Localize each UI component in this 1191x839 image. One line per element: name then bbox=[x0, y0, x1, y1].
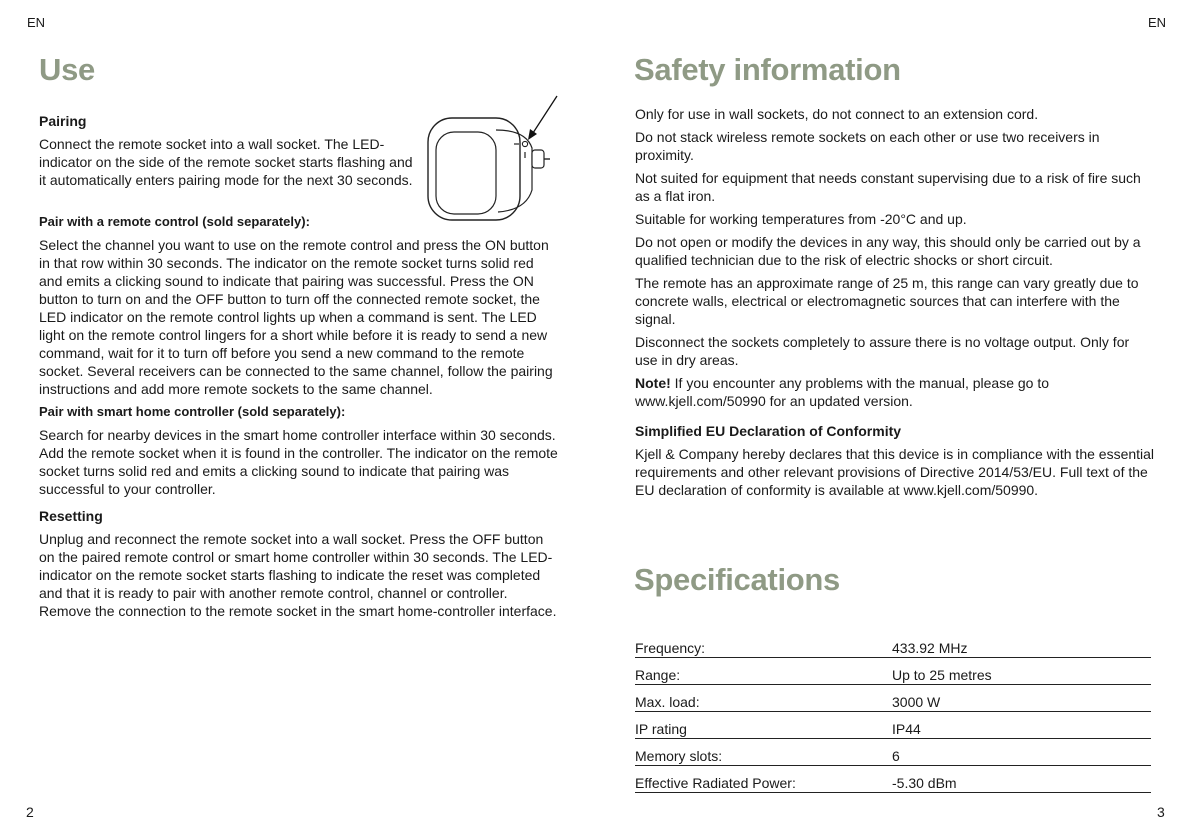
resetting-text: Unplug and reconnect the remote socket into a wall socket. Press the OFF button on the paired remote control or smart home controller within 30 seconds. The LED-indicator on the remote socket starts flashing to indicate the reset was completed and that it is ready to pair with another remote control, channel or controller. Remove the connection to the remote socket in the smart home-controller interface. bbox=[39, 531, 557, 619]
spec-label: Max. load: bbox=[635, 685, 892, 712]
page-number-left: 2 bbox=[26, 804, 34, 820]
table-row bbox=[635, 658, 1151, 685]
safety-title: Safety information bbox=[634, 52, 901, 87]
note-paragraph bbox=[635, 374, 1155, 410]
specifications-table bbox=[635, 631, 1151, 793]
safety-item: Disconnect the sockets completely to assure there is no voltage output. Only for use in dry areas. bbox=[635, 334, 1130, 368]
spec-label: Memory slots: bbox=[635, 739, 892, 766]
table-row bbox=[635, 712, 1151, 739]
safety-item: Do not open or modify the devices in any way, this should only be carried out by a qualified technician due to the risk of electric shocks or short circuit. bbox=[635, 234, 1141, 268]
spec-label: Effective Radiated Power: bbox=[635, 766, 892, 793]
note-label: Note! bbox=[635, 375, 671, 391]
eu-declaration-heading: Simplified EU Declaration of Conformity bbox=[635, 423, 902, 439]
pairing-heading: Pairing bbox=[39, 113, 87, 129]
table-row bbox=[635, 685, 1151, 712]
remote-pairing-heading: Pair with a remote control (sold separately): bbox=[39, 214, 310, 229]
spec-label: Range: bbox=[635, 658, 892, 685]
spec-value: -5.30 dBm bbox=[892, 766, 1151, 793]
spec-value: 6 bbox=[892, 739, 1151, 766]
table-row bbox=[635, 766, 1151, 793]
safety-item: Not suited for equipment that needs constant supervising due to a risk of fire such as a flat iron. bbox=[635, 170, 1141, 204]
table-row bbox=[635, 631, 1151, 658]
remote-socket-illustration bbox=[418, 94, 560, 226]
table-row bbox=[635, 739, 1151, 766]
remote-pairing-text: Select the channel you want to use on the remote control and press the ON button in that row within 30 seconds. The indicator on the remote socket turns solid red and emits a clicking sound to indicate that pairing was successful. Press the ON button to turn on and the OFF button to turn off the connected remote socket, the LED indicator on the remote control lights up when a command is sent. The LED light on the remote control lingers for a short while before it is ready to send a new command, wait for it to turn off before you send a new command to the remote socket. Several receivers can be connected to the same channel, follow the pairing instructions and add more remote sockets to the same channel. bbox=[39, 237, 553, 397]
specifications-title: Specifications bbox=[634, 562, 840, 597]
language-label-left: EN bbox=[27, 15, 46, 30]
spec-value: Up to 25 metres bbox=[892, 658, 1151, 685]
led-pointer-arrow-line bbox=[531, 96, 557, 136]
socket-plug bbox=[532, 150, 544, 168]
spec-value: 433.92 MHz bbox=[892, 631, 1151, 658]
spec-label: IP rating bbox=[635, 712, 892, 739]
smart-home-pairing-heading: Pair with smart home controller (sold separately): bbox=[39, 404, 346, 419]
language-label-right: EN bbox=[1148, 15, 1167, 30]
safety-item: Do not stack wireless remote sockets on each other or use two receivers in proximity. bbox=[635, 129, 1100, 163]
page-number-right: 3 bbox=[1157, 804, 1165, 820]
socket-face bbox=[436, 132, 496, 214]
led-pointer-arrowhead bbox=[528, 129, 537, 140]
resetting-heading: Resetting bbox=[39, 508, 103, 524]
eu-declaration-text: Kjell & Company hereby declares that this device is in compliance with the essential requirements and other relevant provisions of Directive 2014/53/EU. Full text of the EU declaration of conformity is available at www.kjell.com/50990. bbox=[635, 446, 1155, 498]
safety-item: Suitable for working temperatures from -20°C and up. bbox=[635, 211, 967, 227]
use-title: Use bbox=[39, 52, 95, 87]
led-indicator bbox=[522, 141, 527, 146]
safety-item: Only for use in wall sockets, do not connect to an extension cord. bbox=[635, 106, 1039, 122]
spec-value: 3000 W bbox=[892, 685, 1151, 712]
spec-label: Frequency: bbox=[635, 631, 892, 658]
smart-home-pairing-text: Search for nearby devices in the smart home controller interface within 30 seconds. Add the remote socket when it is found in the controller. The indicator on the remote socket turns solid red and emits a clicking sound to indicate that pairing was successful to your controller. bbox=[39, 427, 558, 497]
safety-item: The remote has an approximate range of 25 m, this range can vary greatly due to concrete walls, electrical or electromagnetic sources that can interfere with the signal. bbox=[635, 275, 1139, 327]
spec-value: IP44 bbox=[892, 712, 1151, 739]
note-text: If you encounter any problems with the manual, please go to www.kjell.com/50990 for an updated version. bbox=[635, 375, 1050, 409]
pairing-text: Connect the remote socket into a wall socket. The LED-indicator on the side of the remote socket starts flashing and it automatically enters pairing mode for the next 30 seconds. bbox=[39, 136, 413, 188]
